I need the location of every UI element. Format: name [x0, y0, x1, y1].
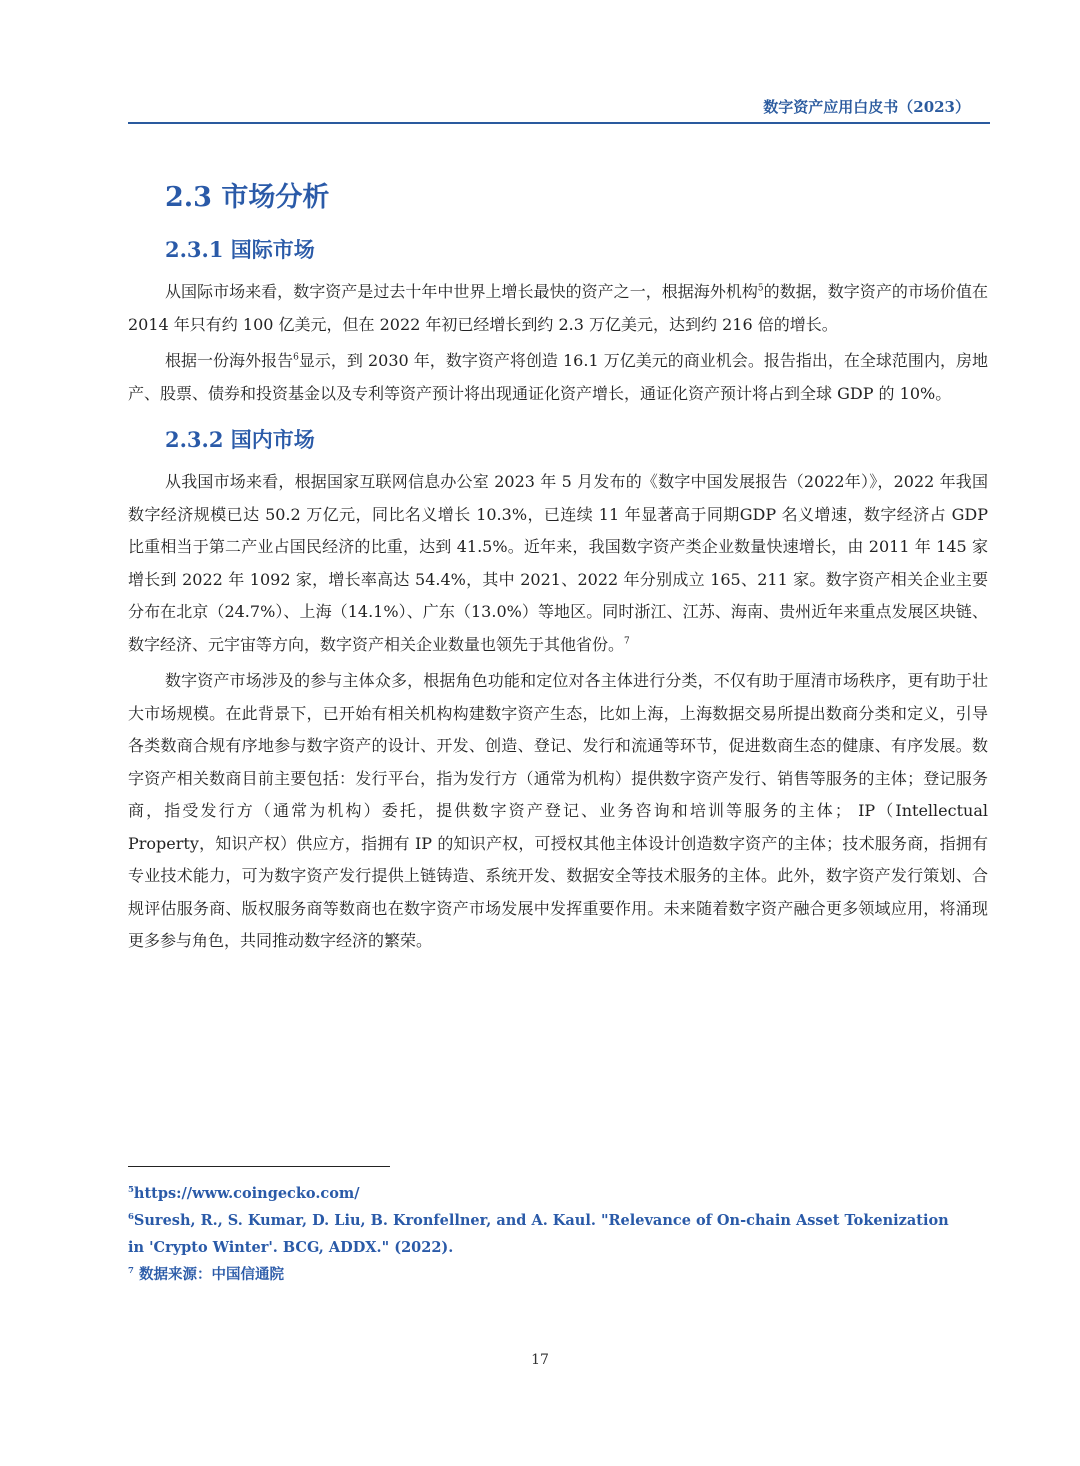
page-number: 17: [531, 1352, 549, 1368]
paragraph-domestic-2: 数字资产市场涉及的参与主体众多，根据角色功能和定位对各主体进行分类，不仅有助于厘清市场秩序，更有助于壮大市场规模。在此背景下，已开始有相关机构构建数字资产生态，比如上海，上海数据交易所提出数商分类和定义，引导各类数商合规有序地参与数字资产的设计、开发、创造、登记、发行和流通等环节，促进数商生态的健康、有序发展。数字资产相关数商目前主要包括：发行平台，指为发行方（通常为机构）提供数字资产发行、销售等服务的主体；登记服务商，指受发行方（通常为机构）委托，提供数字资产登记、业务咨询和培训等服务的主体； IP（Intellectual Property，知识产权）供应方，指拥有 IP 的知识产权，可授权其他主体设计创造数字资产的主体；技术服务商，指拥有专业技术能力，可为数字资产发行提供上链铸造、系统开发、数据安全等技术服务的主体。此外，数字资产发行策划、合规评估服务商、版权服务商等数商也在数字资产市场发展中发挥重要作用。未来随着数字资产融合更多领域应用，将涌现更多参与角色，共同推动数字经济的繁荣。: [128, 671, 988, 950]
paragraph-text: 的数据，数字资产的市场价值在 2014 年只有约 100 亿美元，但在 2022 年初已经增长到约 2.3 万亿美元，达到约 216 倍的增长。: [128, 282, 988, 334]
footnote-number: 7: [128, 1266, 134, 1277]
footnote-ref-5[interactable]: 5: [757, 283, 764, 294]
footnote-ref-6[interactable]: 6: [293, 352, 299, 363]
footnote-5: [128, 1180, 968, 1207]
footnote-ref-7[interactable]: 7: [624, 636, 630, 647]
paragraph-text: 显示，到 2030 年，数字资产将创造 16.1 万亿美元的商业机会。报告指出，在全球范围内，房地产、股票、债券和投资基金以及专利等资产预计将出现通证化资产增长，通证化资产预计将占到全球 GDP 的 10%。: [128, 351, 988, 403]
section-title: 2.3 市场分析: [165, 182, 330, 213]
subsection-title-international: 2.3.1 国际市场: [165, 237, 315, 262]
footnote-link[interactable]: https://www.coingecko.com/: [133, 1185, 360, 1202]
paragraph-domestic-1: [128, 466, 988, 661]
paragraph-text: 从我国市场来看，根据国家互联网信息办公室 2023 年 5 月发布的《数字中国发展报告（2022年）》，2022 年我国数字经济规模已达 50.2 万亿元，同比名义增长 10.3%，已连续 11 年显著高于同期GDP 名义增速，数字经济占 GDP 比重相当于第二产业占国民经济的比重，达到 41.5%。近年来，我国数字资产类企业数量快速增长，由 2011 年 145 家增长到 2022 年 1092 家，增长率高达 54.4%，其中 2021、2022 年分别成立 165、211 家。数字资产相关企业主要分布在北京（24.7%）、上海（14.1%）、广东（13.0%）等地区。同时浙江、江苏、海南、贵州近年来重点发展区块链、数字经济、元宇宙等方向，数字资产相关企业数量也领先于其他省份。: [128, 472, 988, 654]
running-header-title: 数字资产应用白皮书（2023）: [763, 98, 970, 116]
subsection-title-domestic: 2.3.2 国内市场: [165, 427, 315, 452]
footnote-text: Suresh, R., S. Kumar, D. Liu, B. Kronfellner, and A. Kaul. "Relevance of On-chain Asset Tokenization in 'Crypto Winter'. BCG, ADDX." (2022).: [128, 1212, 949, 1256]
footnote-7: [128, 1261, 968, 1288]
paragraph-international-2: [128, 345, 988, 410]
page-content: [128, 175, 988, 962]
footnote-text: 数据来源：中国信通院: [133, 1266, 284, 1283]
header-divider: [128, 122, 990, 124]
footnote-number: 6: [128, 1212, 134, 1223]
footnotes: [128, 1180, 968, 1288]
paragraph-text: 从国际市场来看，数字资产是过去十年中世界上增长最快的资产之一，根据海外机构: [165, 282, 758, 301]
footnote-number: 5: [128, 1185, 134, 1196]
paragraph-text: 根据一份海外报告: [165, 351, 294, 370]
footnote-6: [128, 1207, 968, 1261]
footnote-divider: [128, 1166, 390, 1167]
paragraph-international-1: [128, 276, 988, 341]
